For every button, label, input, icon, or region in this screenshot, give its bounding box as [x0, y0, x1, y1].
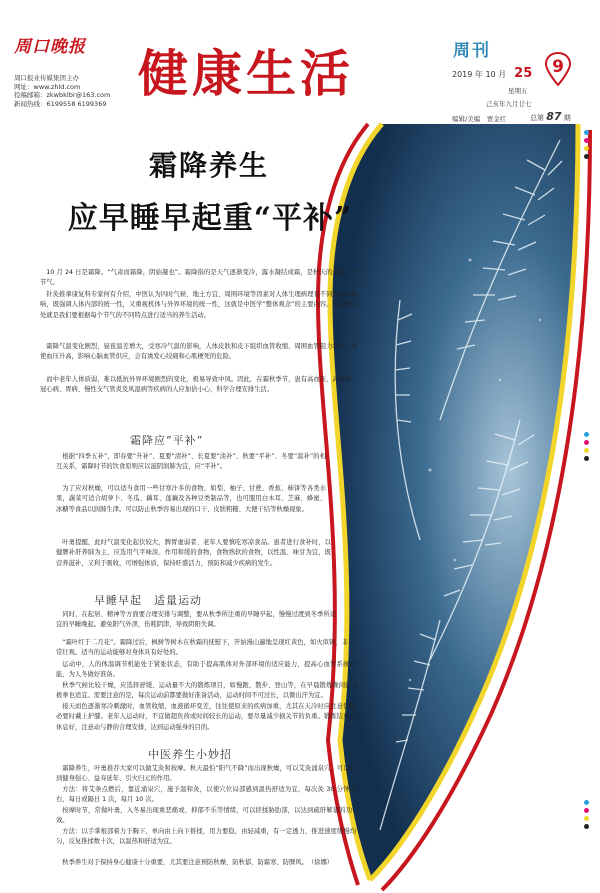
- page-number: 9: [552, 57, 564, 77]
- total-suffix: 期: [563, 114, 571, 122]
- website-line: 网址：www.zhld.com: [14, 82, 81, 91]
- masthead: [0, 0, 600, 125]
- issue-date: [452, 66, 532, 81]
- email-line: 投稿邮箱：zkwbklbr@163.com: [14, 91, 111, 99]
- newspaper-logo: 周口晚报: [14, 37, 86, 57]
- intro-paragraph-4: 而中老年人体质弱，难以抵抗外界环境剧烈的变化，极易导致中风。因此，在霜秋季节，患有高血压、高血脂、冠心病、胃病、慢性支气管炎及风湿病等疾病的人应加倍小心，科学合理安排生活。: [40, 376, 358, 394]
- lunar-date: 己亥年九月廿七: [486, 100, 532, 108]
- section2-paragraph-1: 同时，在起居、精神等方面要合理安排与调整，要从秋季所注重的早睡早起，慢慢过渡到冬季所适宜的早睡晚起。避免阳气外泄，伤耗阴津，导致阴阳失调。: [56, 611, 336, 629]
- publisher-line: 周口报业传媒集团主办: [14, 74, 79, 82]
- section3-paragraph-2: 方法：将艾条点燃后，靠近涌泉穴，施予温和灸，以使穴位局部感到温热舒适为宜，每次灸 30 分钟左右，每日或隔日 1 次，每月 10 次。: [56, 786, 356, 804]
- color-registration-marks-middle: [584, 432, 594, 464]
- section3-paragraph-1: 霜降养生，叶勇推荐大家可以做艾灸和按摩。秋天最怕“阳气不降”而出现秋燥，可以艾灸涌泉穴，可以起到健身强心、益寿延年、引火归元的作用。: [56, 765, 356, 783]
- intro-paragraph-2: 针灸推拿康复科专家何有介绍，中医认为四时气候、地土方宜、周围环境等因素对人体生理病理有不同程度的影响，既强调人体内部的统一性，又重视机体与外界环境的统一性，这就是中医学“整体观念”的主要内容。应用到实处就是我们要根据每个节气的不同特点进行适当的养生活动。: [40, 291, 358, 319]
- section2-paragraph-4: 秋季气候比较干燥，应选择舒缓、运动量不大的锻炼项目，如慢跑、散步、登山等，在早晨锻炼晚间打太极拳也适宜。需要注意的是，每次运动前都要做好准备活动，运动时间不可过长，以微出汗为宜。: [56, 682, 358, 700]
- total-issue: [530, 110, 571, 123]
- hotline-line: 新闻热线：6199558 6199369: [14, 99, 107, 108]
- section-heading-sleep-exercise: 早睡早起 适量运动: [94, 594, 202, 607]
- intro-paragraph-3: 霜降气温变化剧烈，昼夜温差增大，受寒冷气温的影响，人体皮肤和皮下组织血管收缩，周围血管阻力增大，促使血压升高，影响心脑血管供应，会有诱发心绞痛和心肌梗死的危险。: [40, 343, 358, 361]
- color-registration-marks-bottom: [584, 800, 594, 832]
- publisher-info: [14, 74, 110, 108]
- total-number: 87: [546, 110, 562, 123]
- weekly-label: 周刊: [453, 41, 491, 61]
- section1-paragraph-2: 为了应对秋燥，可以适当食用一些甘寒汁多的食物，如梨、柚子、甘蔗、香蕉、柿饼等各类水果，蔬菜可适合胡萝卜、冬瓜、藕耳、莲藕及各种豆类制品等，也可服用白木耳、芝麻、蜂蜜、冰糖等食品以润肺生津。可以防止秋季容易出现的口干、皮肤粗糙、大便干结等秋燥现象。: [56, 485, 326, 513]
- section1-paragraph-1: 根据“四季五补”，即春要“升补”、夏要“清补”、长夏要“淡补”、秋要“平补”、冬要“温补”的相互关系，霜降时节的饮食原则应以滋阴润肺为宜，应“平补”。: [56, 453, 326, 471]
- section2-paragraph-2: “霜叶红于二月花”。霜降过后，枫树等树木在秋霜的抚慰下，开始漫山遍地呈现红黄色，如火似锦，非常壮观。适当的运动能够对身体具有好处的。: [56, 639, 348, 657]
- total-label: 总第: [530, 114, 544, 122]
- headline-line-2: 应早睡早起重“平补”: [67, 201, 353, 236]
- weekday: 星期五: [508, 87, 528, 95]
- issue-date-prefix: 2019 年 10 月: [452, 70, 507, 79]
- section-title: 健康生活: [138, 44, 354, 103]
- section3-paragraph-5: 秋季养生对于保持身心健康十分重要，尤其要注意预防秋燥、防秋郁、防霜寒、防脾风。 （徐娜）: [62, 859, 334, 866]
- color-registration-marks-top: [584, 130, 594, 162]
- section2-paragraph-3: 运动中，人的体温调节机能处于紧张状态，有助于提高肌体对外部环境的适应能力，提高心血管系统功能，为人冬做好准备。: [56, 661, 356, 679]
- section3-paragraph-4: 方法：以手掌根部着力于胸下，单向由上向下推揉，用力要稳，由轻减重，有一定透力，推进速度缓慢均匀，反复推揉数十次，以温热和舒适为宜。: [56, 828, 356, 846]
- page-number-badge: [544, 52, 572, 86]
- section1-paragraph-3: 叶勇提醒，此时气温变化起伏较大，脾胃虚弱者、老年人要慎吃寒凉食品。患者进行食补时，以健脾补肝养肺为主，应选用气平味淡、作用和缓的食物，食物熟软的食物，以性温、味甘为宜，既营养滋补，又利于吸收，可增强体质，保持旺盛活力，预防和减少疾病的发生。: [56, 539, 331, 567]
- issue-date-day: 25: [514, 66, 533, 81]
- intro-paragraph-1: 10 月 24 日是霜降。“气肃而霜降，阴始凝也”。霜降指的是天气逐渐变冷，露水凝结成霜，是秋天的最后一个节气。: [40, 269, 358, 287]
- editors-credit: 编辑/美编 贾金红: [452, 115, 507, 123]
- section2-paragraph-5: 接天而色逐渐寒冷刺激时，血管收缩，血液循环变差，往往使原来的疾病加重，尤其在天冷时应注意保暖，必要时戴上护膝。老年人运动时，不宜做超负荷或时间较长的运动，要尽量减少损关节的负重。锻炼结束后应休息好，注意动与静的合理安排，达到运动强身的目的。: [56, 703, 362, 731]
- section3-paragraph-3: 按摩时节，常做叶勇，入冬易出现重恶痛或、抑郁不乐等情绪，可以搓揉胁肋部，以达到疏肝解郁的功效。: [56, 807, 352, 825]
- section-heading-tcm-tips: 中医养生小妙招: [148, 748, 232, 761]
- headline-line-1: 霜降养生: [148, 149, 269, 182]
- section-heading-ping-bu: 霜降应“平补”: [130, 434, 204, 447]
